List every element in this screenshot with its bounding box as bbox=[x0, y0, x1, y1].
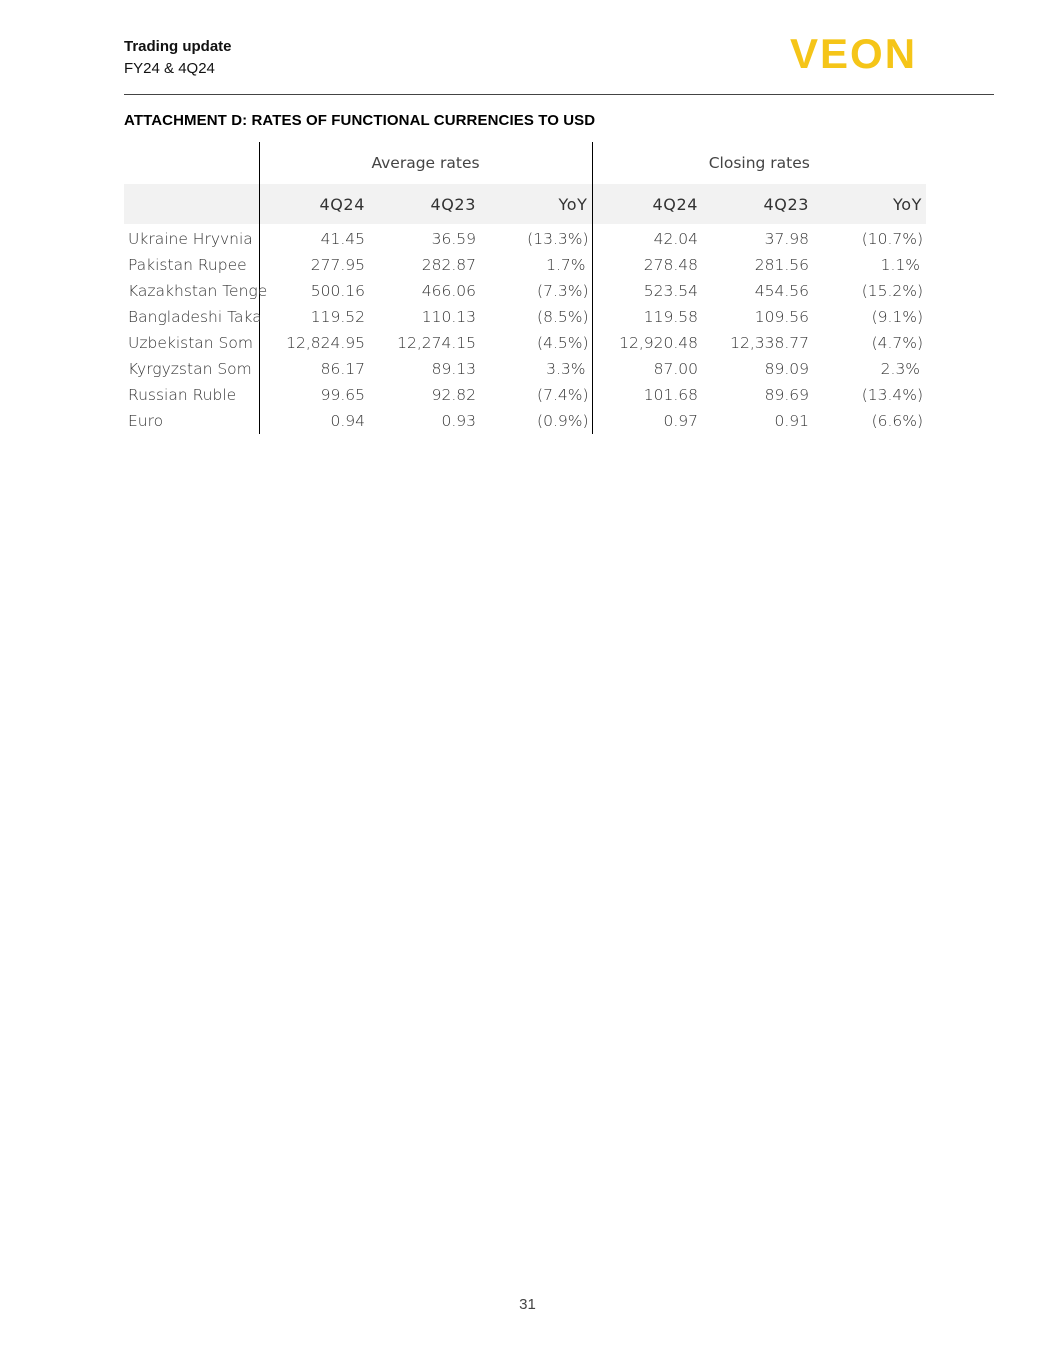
currency-name: Uzbekistan Som bbox=[128, 334, 253, 352]
avg-4q23-value: 110.13 bbox=[421, 308, 476, 326]
cls-4q24-value: 278.48 bbox=[592, 252, 702, 278]
cls-yoy-value: 1.1% bbox=[880, 256, 921, 274]
cls-4q24-value: 12,920.48 bbox=[592, 330, 702, 356]
avg-4q24-value: 119.52 bbox=[259, 304, 369, 330]
avg-yoy-value: (4.5%) bbox=[537, 334, 589, 352]
table-row bbox=[124, 252, 926, 278]
currency-name: Russian Ruble bbox=[128, 386, 237, 404]
column-header-row bbox=[124, 184, 926, 224]
avg-4q24-value: 86.17 bbox=[259, 356, 369, 382]
currency-rates-table-container bbox=[124, 142, 926, 434]
avg-yoy-value: (0.9%) bbox=[537, 412, 589, 430]
cls-4q23-value: 12,338.77 bbox=[730, 334, 810, 352]
document-title: Trading update bbox=[124, 38, 232, 55]
section-title: ATTACHMENT D: RATES OF FUNCTIONAL CURRENCIES TO USD bbox=[124, 112, 596, 129]
avg-yoy-value: 1.7% bbox=[546, 256, 586, 274]
veon-logo bbox=[790, 34, 930, 74]
document-subtitle: FY24 & 4Q24 bbox=[124, 60, 215, 77]
currency-name: Bangladeshi Taka bbox=[128, 308, 262, 326]
avg-4q23-value: 0.93 bbox=[441, 412, 476, 430]
column-header-cls-yoy: YoY bbox=[813, 184, 926, 224]
avg-4q24-value: 12,824.95 bbox=[259, 330, 369, 356]
cls-yoy-value: (9.1%) bbox=[871, 308, 924, 326]
cls-yoy-value: (15.2%) bbox=[861, 282, 924, 300]
table-row bbox=[124, 278, 926, 304]
group-header-blank bbox=[124, 142, 259, 184]
cls-4q24-value: 523.54 bbox=[592, 278, 702, 304]
column-header-avg-yoy: YoY bbox=[480, 184, 592, 224]
cls-4q24-value: 119.58 bbox=[592, 304, 702, 330]
group-header-closing: Closing rates bbox=[592, 142, 926, 184]
column-header-avg-4q23: 4Q23 bbox=[369, 184, 480, 224]
cls-4q24-value: 101.68 bbox=[592, 382, 702, 408]
table-row bbox=[124, 224, 926, 252]
page-number: 31 bbox=[519, 1296, 536, 1313]
avg-4q24-value: 99.65 bbox=[259, 382, 369, 408]
currency-rates-table bbox=[124, 142, 926, 434]
cls-4q23-value: 37.98 bbox=[764, 230, 810, 248]
cls-yoy-value: (6.6%) bbox=[871, 412, 924, 430]
cls-4q23-value: 454.56 bbox=[754, 282, 810, 300]
table-row bbox=[124, 382, 926, 408]
cls-yoy-value: (13.4%) bbox=[861, 386, 924, 404]
group-header-row bbox=[124, 142, 926, 184]
avg-4q23-value: 36.59 bbox=[431, 230, 476, 248]
column-header-cls-4q23: 4Q23 bbox=[702, 184, 813, 224]
table-row bbox=[124, 408, 926, 434]
avg-4q24-value: 41.45 bbox=[259, 224, 369, 252]
avg-yoy-value: (7.4%) bbox=[537, 386, 589, 404]
avg-yoy-value: (13.3%) bbox=[527, 230, 589, 248]
avg-4q23-value: 92.82 bbox=[431, 386, 476, 404]
currency-name: Pakistan Rupee bbox=[128, 256, 247, 274]
cls-4q23-value: 89.09 bbox=[764, 360, 810, 378]
cls-4q23-value: 89.69 bbox=[764, 386, 810, 404]
avg-4q23-value: 466.06 bbox=[421, 282, 476, 300]
group-header-average: Average rates bbox=[259, 142, 592, 184]
currency-name: Kazakhstan Tenge bbox=[128, 282, 268, 300]
cls-4q23-value: 281.56 bbox=[754, 256, 810, 274]
cls-4q24-value: 0.97 bbox=[592, 408, 702, 434]
currency-name: Kyrgyzstan Som bbox=[128, 360, 252, 378]
cls-4q24-value: 42.04 bbox=[592, 224, 702, 252]
cls-yoy-value: 2.3% bbox=[880, 360, 921, 378]
column-header-blank bbox=[124, 184, 259, 224]
currency-name: Euro bbox=[128, 412, 164, 430]
avg-4q24-value: 500.16 bbox=[259, 278, 369, 304]
column-header-cls-4q24: 4Q24 bbox=[592, 184, 702, 224]
avg-yoy-value: (8.5%) bbox=[537, 308, 589, 326]
table-row bbox=[124, 356, 926, 382]
cls-yoy-value: (10.7%) bbox=[861, 230, 924, 248]
avg-4q23-value: 12,274.15 bbox=[397, 334, 476, 352]
currency-name: Ukraine Hryvnia bbox=[128, 230, 253, 248]
cls-yoy-value: (4.7%) bbox=[871, 334, 924, 352]
column-header-avg-4q24: 4Q24 bbox=[259, 184, 369, 224]
cls-4q24-value: 87.00 bbox=[592, 356, 702, 382]
table-row bbox=[124, 304, 926, 330]
avg-4q23-value: 89.13 bbox=[431, 360, 476, 378]
header-divider bbox=[124, 94, 994, 95]
cls-4q23-value: 109.56 bbox=[754, 308, 810, 326]
avg-4q23-value: 282.87 bbox=[421, 256, 476, 274]
avg-4q24-value: 277.95 bbox=[259, 252, 369, 278]
svg-text:VEON: VEON bbox=[790, 34, 918, 74]
cls-4q23-value: 0.91 bbox=[774, 412, 810, 430]
avg-4q24-value: 0.94 bbox=[259, 408, 369, 434]
avg-yoy-value: (7.3%) bbox=[537, 282, 589, 300]
avg-yoy-value: 3.3% bbox=[546, 360, 586, 378]
table-row bbox=[124, 330, 926, 356]
